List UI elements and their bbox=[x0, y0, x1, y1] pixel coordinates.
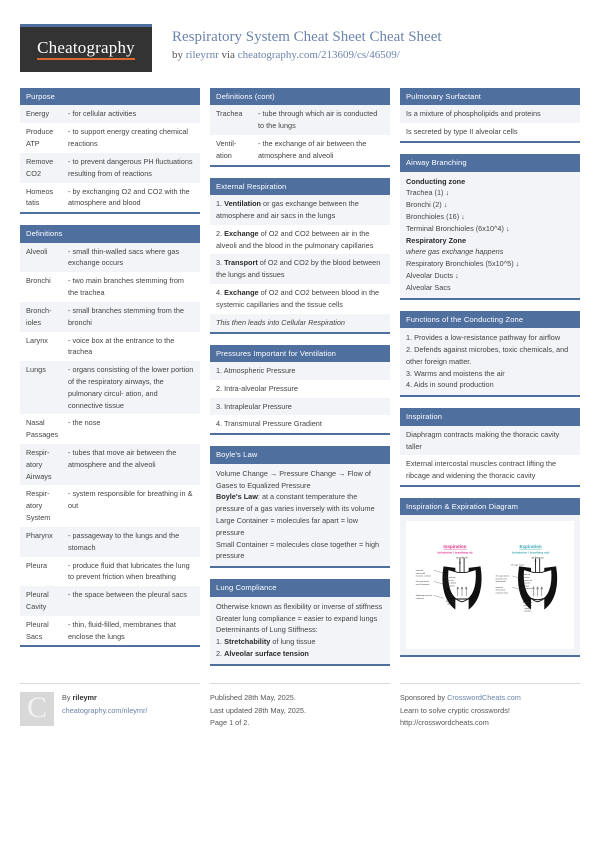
list-item bbox=[400, 123, 580, 141]
svg-text:Inspiration: Inspiration bbox=[443, 544, 467, 550]
column-right bbox=[400, 88, 580, 668]
paragraph-line bbox=[406, 258, 574, 270]
list-item-text: of O2 and CO2 between blood in the systemic capillaries and the tissue cells bbox=[216, 288, 380, 309]
svg-text:flattens: flattens bbox=[447, 604, 455, 607]
list-item-prefix: 3. bbox=[216, 258, 225, 268]
table-row bbox=[20, 414, 200, 444]
list-item-text: of O2 and CO2 by the blood between the lungs and tissues bbox=[216, 258, 381, 280]
paragraph-block bbox=[400, 172, 580, 298]
list-item-prefix: 1. Atmospheric Pressure bbox=[216, 366, 296, 376]
list-item bbox=[210, 398, 390, 416]
section-title: Purpose bbox=[20, 88, 200, 105]
section-block bbox=[210, 446, 390, 568]
list-item-keyword: Ventilation bbox=[224, 199, 262, 209]
byline bbox=[172, 49, 442, 61]
list-item-prefix: 3. Intrapleular Pressure bbox=[216, 401, 292, 411]
svg-text:larger volume: larger volume bbox=[443, 577, 456, 580]
list-item-prefix: 2. Intra-alveolar Pressure bbox=[216, 383, 298, 393]
list-item-keyword: Exchange bbox=[224, 228, 259, 238]
svg-text:pressure below: pressure below bbox=[442, 583, 457, 586]
term-definition: - to support energy creating chemical reactions bbox=[68, 127, 189, 149]
svg-text:above: above bbox=[523, 585, 530, 588]
paragraph-text: Greater lung compliance = easier to expand lungs bbox=[216, 613, 378, 623]
list-item bbox=[400, 426, 580, 456]
author-link[interactable]: rileyrnr bbox=[185, 48, 219, 61]
table-row bbox=[20, 444, 200, 485]
paragraph-keyword: Respiratory Zone bbox=[406, 235, 467, 245]
list-item-keyword: Transport bbox=[224, 258, 258, 268]
paragraph-text: Bronchioles (16) ↓ bbox=[406, 212, 465, 222]
list-item-text: or gas exchange between the atmosphere and air sacs in the lungs bbox=[216, 199, 359, 221]
term-label: Pleural Cavity bbox=[26, 590, 49, 611]
title-block bbox=[172, 24, 442, 61]
term-label: Nasal Passages bbox=[26, 418, 59, 440]
footer-author-meta bbox=[62, 692, 147, 730]
published-date: Published 28th May, 2025. bbox=[210, 692, 296, 702]
term-label: Alveoli bbox=[26, 246, 48, 256]
section-block bbox=[400, 498, 580, 657]
paragraph-text: Small Container = molecules close together = high pressure bbox=[216, 539, 380, 561]
svg-text:rib cage moves: rib cage moves bbox=[495, 576, 510, 579]
footer-author-col bbox=[20, 683, 200, 730]
svg-text:reduced: reduced bbox=[522, 574, 531, 577]
term-definition: - passageway to the lungs and the stomach bbox=[68, 530, 180, 552]
svg-text:inwards and: inwards and bbox=[495, 578, 507, 581]
term-definition: - for cellular activities bbox=[68, 109, 137, 119]
paragraph-prefix: 2. bbox=[216, 648, 225, 658]
section-title: Pressures Important for Ventilation bbox=[210, 345, 390, 362]
term-label: Energy bbox=[26, 109, 50, 119]
section-title: Lung Compliance bbox=[210, 579, 390, 596]
paragraph-text: Volume Change → Pressure Change → Flow of Gases to Equalized Pressure bbox=[216, 468, 371, 490]
list-item-prefix: 4. bbox=[216, 288, 225, 298]
table-row bbox=[20, 485, 200, 526]
term-definition: - thin, fluid-filled, membranes that enclose the lungs bbox=[68, 619, 176, 641]
sponsor-name-link[interactable]: CrosswordCheats.com bbox=[447, 692, 521, 702]
list-item-prefix: 1. bbox=[216, 199, 225, 209]
paragraph-line bbox=[216, 624, 384, 636]
paragraph-line bbox=[216, 539, 384, 563]
term-definition: - organs consisting of the lower portion of the respiratory airways, the pulmonary circul- ation, and connective tissue bbox=[68, 365, 194, 410]
term-label: Remove CO2 bbox=[26, 156, 54, 178]
svg-text:diaphragm: diaphragm bbox=[523, 602, 533, 605]
paragraph-line bbox=[406, 332, 574, 344]
table-row bbox=[20, 183, 200, 213]
diagram-wrapper[interactable] bbox=[400, 515, 580, 655]
term-definition: - produce fluid that lubricates the lung to prevent friction when breathing bbox=[68, 560, 190, 582]
term-label: Pleural Sacs bbox=[26, 619, 49, 641]
term-label: Homeos tatis bbox=[26, 186, 54, 208]
paragraph-line bbox=[406, 270, 574, 282]
paragraph-line bbox=[216, 601, 384, 613]
page-header bbox=[0, 0, 600, 80]
section-title: External Respiration bbox=[210, 178, 390, 195]
paragraph-line bbox=[216, 468, 384, 492]
table-row bbox=[20, 361, 200, 414]
list-item bbox=[210, 225, 390, 255]
term-label: Pleura bbox=[26, 560, 48, 570]
sponsor-tagline: Learn to solve cryptic crosswords! bbox=[400, 705, 510, 715]
paragraph-keyword: Alveolar surface tension bbox=[224, 648, 309, 658]
svg-text:returns to: returns to bbox=[523, 605, 533, 608]
inspiration-expiration-diagram bbox=[406, 521, 574, 649]
list-item bbox=[210, 284, 390, 314]
table-row bbox=[20, 616, 200, 646]
paragraph-text: 2. Defends against microbes, toxic chemicals, and other foreign matter. bbox=[406, 345, 569, 366]
paragraph-text: Bronchi (2) ↓ bbox=[406, 200, 448, 210]
byline-prefix: by bbox=[172, 48, 186, 61]
svg-text:atmospheric: atmospheric bbox=[520, 588, 532, 591]
list-item-keyword: Exchange bbox=[224, 288, 259, 298]
term-definition: - voice box at the entrance to the trachea bbox=[68, 335, 175, 357]
section-block bbox=[400, 88, 580, 143]
term-definition: - to prevent dangerous PH fluctuations resulting from of reactions bbox=[68, 156, 193, 178]
column-middle bbox=[210, 88, 390, 677]
term-definition: - by exchanging O2 and CO2 with the atmosphere and blood bbox=[68, 186, 190, 208]
term-definition: - tubes that move air between the atmosphere and the alveoli bbox=[68, 448, 177, 469]
paragraph-text: Respiratory Bronchioles (5x10^5) ↓ bbox=[406, 259, 520, 269]
term-label: Trachea bbox=[216, 109, 243, 119]
term-definition: - the space between the pleural sacs bbox=[68, 590, 187, 600]
svg-text:muscles relax: muscles relax bbox=[495, 592, 508, 595]
paragraph-text: Alveolar Ducts ↓ bbox=[406, 271, 459, 281]
paragraph-line bbox=[406, 187, 574, 199]
paragraph-text: Determinants of Lung Stiffness: bbox=[216, 625, 318, 635]
cheatography-logo[interactable] bbox=[20, 24, 152, 72]
section-title: Pulmonary Surfactant bbox=[400, 88, 580, 105]
list-item bbox=[210, 362, 390, 380]
section-title: Inspiration & Expiration Diagram bbox=[400, 498, 580, 515]
section-block bbox=[210, 579, 390, 666]
section-block bbox=[400, 311, 580, 398]
page-footer bbox=[0, 677, 600, 730]
svg-text:(inhalation / breathing in): (inhalation / breathing in) bbox=[437, 550, 473, 555]
avatar: C bbox=[20, 692, 54, 726]
svg-text:(exhalation / breathing out): (exhalation / breathing out) bbox=[511, 550, 550, 555]
svg-text:external: external bbox=[495, 587, 503, 590]
paragraph-line bbox=[406, 211, 574, 223]
svg-text:air flows out: air flows out bbox=[531, 557, 544, 560]
list-item bbox=[210, 254, 390, 284]
term-label: Ventil- ation bbox=[216, 139, 237, 160]
column-left bbox=[20, 88, 200, 658]
section-block bbox=[400, 408, 580, 487]
term-label: Produce ATP bbox=[26, 127, 54, 149]
paragraph-block bbox=[400, 328, 580, 395]
term-label: Pharynx bbox=[26, 530, 53, 540]
section-block bbox=[20, 225, 200, 647]
svg-text:lowers air: lowers air bbox=[445, 580, 454, 583]
source-url-link[interactable]: cheatography.com/213609/cs/46509/ bbox=[237, 48, 400, 61]
section-title: Boyle's Law bbox=[210, 446, 390, 463]
svg-text:intercostal: intercostal bbox=[495, 590, 505, 593]
term-label: Respir- atory System bbox=[26, 489, 51, 523]
byline-via: via bbox=[218, 48, 238, 61]
list-item bbox=[210, 380, 390, 398]
paragraph-text: Trachea (1) ↓ bbox=[406, 188, 450, 198]
paragraph-line bbox=[406, 344, 574, 368]
section-block bbox=[210, 88, 390, 167]
paragraph-keyword: Boyle's Law bbox=[216, 492, 258, 502]
table-row bbox=[20, 557, 200, 587]
logo-text: Cheatography bbox=[37, 39, 135, 61]
paragraph-line bbox=[406, 199, 574, 211]
paragraph-block bbox=[210, 464, 390, 567]
svg-text:air pulled in: air pulled in bbox=[456, 557, 468, 560]
svg-text:intercostal: intercostal bbox=[415, 573, 425, 576]
footer-sponsor-col bbox=[400, 683, 580, 730]
paragraph-keyword: Stretchability bbox=[224, 637, 271, 647]
footer-dates-col bbox=[210, 683, 390, 730]
paragraph-text: 1. Provides a low-resistance pathway for airflow bbox=[406, 333, 561, 343]
section-title: Definitions (cont) bbox=[210, 88, 390, 105]
footer-author-name: rileymr bbox=[72, 692, 97, 702]
section-block bbox=[20, 88, 200, 214]
list-item bbox=[210, 314, 390, 332]
term-definition: - tube through which air is conducted to the lungs bbox=[258, 109, 378, 131]
svg-text:muscles contract: muscles contract bbox=[415, 576, 431, 579]
list-item bbox=[210, 415, 390, 433]
paragraph-line bbox=[406, 246, 574, 258]
paragraph-line bbox=[216, 636, 384, 648]
term-definition: - the exchange of air between the atmosphere and alveoli bbox=[258, 139, 367, 160]
table-row bbox=[210, 105, 390, 135]
sponsor-prefix: Sponsored by bbox=[400, 692, 448, 702]
table-row bbox=[20, 332, 200, 362]
paragraph-prefix: 1. bbox=[216, 637, 225, 647]
term-label: Bronch- ioles bbox=[26, 305, 52, 327]
page-number: Page 1 of 2. bbox=[210, 718, 250, 728]
svg-text:recoil outwards: recoil outwards bbox=[415, 584, 430, 587]
paragraph-line bbox=[406, 368, 574, 380]
term-label: Larynx bbox=[26, 335, 48, 345]
table-row bbox=[20, 123, 200, 153]
term-label: Lungs bbox=[26, 365, 46, 375]
svg-text:diaphragm: diaphragm bbox=[446, 601, 456, 604]
paragraph-line bbox=[406, 282, 574, 294]
svg-text:rib cage moves: rib cage moves bbox=[511, 564, 525, 567]
paragraph-line bbox=[406, 176, 574, 188]
term-label: Respir- atory Airways bbox=[26, 448, 52, 481]
svg-text:pressure: pressure bbox=[522, 583, 531, 586]
list-item bbox=[210, 195, 390, 225]
table-row bbox=[20, 302, 200, 332]
paragraph-line bbox=[406, 379, 574, 391]
paragraph-block bbox=[210, 597, 390, 664]
sponsor-line bbox=[400, 692, 580, 705]
columns-container bbox=[0, 80, 600, 677]
paragraph-keyword: Conducting zone bbox=[406, 176, 466, 186]
paragraph-text: Terminal Bronchioles (6x10^4) ↓ bbox=[406, 223, 510, 233]
term-definition: - system responsible for breathing in & out bbox=[68, 489, 193, 511]
term-definition: - small thin-walled sacs where gas exchange occurs bbox=[68, 246, 180, 268]
section-block bbox=[210, 178, 390, 334]
svg-text:increases air: increases air bbox=[520, 580, 533, 583]
list-item-text: of O2 and CO2 between air in the alveoli and the blood in the pulmonary capillaries bbox=[216, 228, 374, 250]
footer-by-line bbox=[62, 692, 147, 705]
section-title: Definitions bbox=[20, 225, 200, 242]
list-item-prefix: External intercostal muscles contract lifting the ribcage and widening the thoracic cavity bbox=[406, 459, 557, 481]
term-label: Bronchi bbox=[26, 276, 51, 286]
list-item-prefix: Is a mixture of phospholipids and proteins bbox=[406, 109, 541, 119]
list-item bbox=[400, 455, 580, 485]
term-definition: - small branches stemming from the bronchi bbox=[68, 305, 184, 327]
paragraph-text: : at a constant temperature the pressure of a gas varies inversely with its volume bbox=[216, 492, 375, 514]
svg-text:external: external bbox=[415, 570, 423, 573]
section-title: Inspiration bbox=[400, 408, 580, 425]
list-item-prefix: Diaphragm contracts making the thoracic cavity taller bbox=[406, 429, 560, 451]
paragraph-text: Large Container = molecules far apart = low pressure bbox=[216, 516, 358, 537]
list-item-note: This then leads into Cellular Respiration bbox=[216, 317, 345, 327]
svg-text:atmospheric: atmospheric bbox=[443, 585, 455, 588]
section-block bbox=[210, 345, 390, 436]
section-title: Functions of the Conducting Zone bbox=[400, 311, 580, 328]
table-row bbox=[210, 135, 390, 165]
footer-author-url[interactable]: cheatography.com/rileymr/ bbox=[62, 705, 148, 715]
svg-text:domed: domed bbox=[524, 608, 531, 611]
svg-text:rib cage elastic: rib cage elastic bbox=[415, 581, 430, 584]
paragraph-text: 4. Aids in sound production bbox=[406, 380, 494, 390]
paragraph-line bbox=[406, 223, 574, 235]
svg-text:contracts: contracts bbox=[415, 598, 424, 601]
paragraph-text: of lung tissue bbox=[270, 637, 316, 647]
table-row bbox=[20, 527, 200, 557]
term-definition: - two main branches stemming from the trachea bbox=[68, 276, 184, 298]
paragraph-text: Otherwise known as flexibility or inverse of stiffness bbox=[216, 601, 383, 611]
paragraph-text: Alveolar Sacs bbox=[406, 282, 451, 292]
table-row bbox=[20, 243, 200, 273]
paragraph-line bbox=[216, 648, 384, 660]
list-item-prefix: 2. bbox=[216, 228, 225, 238]
footer-by-prefix: By bbox=[62, 692, 73, 702]
list-item-prefix: Is secreted by type II alveolar cells bbox=[406, 127, 518, 137]
sponsor-url-link[interactable]: http://crosswordcheats.com bbox=[400, 718, 489, 728]
paragraph-line bbox=[216, 491, 384, 515]
table-row bbox=[20, 586, 200, 616]
list-item-prefix: 4. Transmural Pressure Gradient bbox=[216, 419, 322, 429]
svg-text:downwards: downwards bbox=[495, 581, 506, 584]
list-item bbox=[400, 105, 580, 123]
paragraph-note: where gas exchange happens bbox=[406, 247, 504, 257]
table-row bbox=[20, 272, 200, 302]
svg-text:Expiration: Expiration bbox=[519, 544, 542, 550]
section-block bbox=[400, 154, 580, 300]
paragraph-text: 3. Warms and moistens the air bbox=[406, 368, 505, 378]
svg-text:position: position bbox=[524, 611, 532, 614]
svg-text:diaphragm muscle: diaphragm muscle bbox=[415, 595, 433, 598]
table-row bbox=[20, 153, 200, 183]
page-title: Respiratory System Cheat Sheet Cheat Sheet bbox=[172, 29, 442, 45]
updated-date: Last updated 28th May, 2025. bbox=[210, 705, 307, 715]
term-definition: - the nose bbox=[68, 418, 101, 428]
section-title: Airway Branching bbox=[400, 154, 580, 171]
table-row bbox=[20, 105, 200, 123]
svg-text:volume: volume bbox=[523, 577, 530, 580]
paragraph-line bbox=[216, 515, 384, 539]
paragraph-line bbox=[406, 235, 574, 247]
paragraph-line bbox=[216, 613, 384, 625]
